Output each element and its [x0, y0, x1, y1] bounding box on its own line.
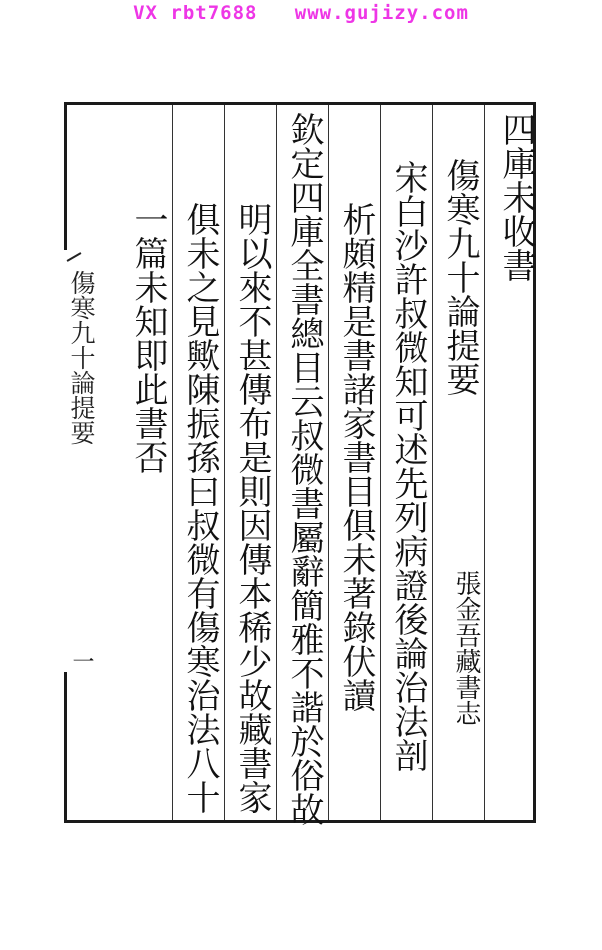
document-title: 傷寒九十論提要: [440, 158, 480, 396]
margin-page-number: 一: [69, 650, 94, 672]
body-column-3: 欽定四庫全書總目云叔微書屬辭簡雅不諧於俗故: [284, 112, 324, 826]
border-left-bottom: [64, 672, 67, 823]
column-rule: [172, 105, 173, 820]
column-rule: [380, 105, 381, 820]
fold-edge-mark: [67, 252, 82, 262]
column-rule: [276, 105, 277, 820]
watermark-text: VX rbt7688 www.gujizy.com: [133, 2, 469, 24]
body-column-4: 明以來不甚傳布是則因傳本稀少故藏書家: [232, 202, 272, 814]
page-fold-edge: [64, 252, 94, 672]
body-column-1: 宋白沙許叔微知可述先列病證後論治法剖: [388, 160, 428, 772]
author-line: 張金吾藏書志: [451, 570, 481, 726]
collection-header: 四庫未收書: [496, 112, 536, 282]
column-rule: [328, 105, 329, 820]
body-column-6: 一篇未知即此書否: [128, 202, 168, 474]
margin-title: 傷寒九十論提要: [67, 270, 96, 445]
book-page: [64, 102, 550, 824]
column-rule: [432, 105, 433, 820]
body-column-5: 俱未之見歟陳振孫曰叔微有傷寒治法八十: [180, 202, 220, 814]
border-top: [64, 102, 534, 105]
column-rule: [224, 105, 225, 820]
body-column-2: 析頗精是書諸家書目俱未著錄伏讀: [336, 202, 376, 712]
border-left-top: [64, 102, 67, 250]
